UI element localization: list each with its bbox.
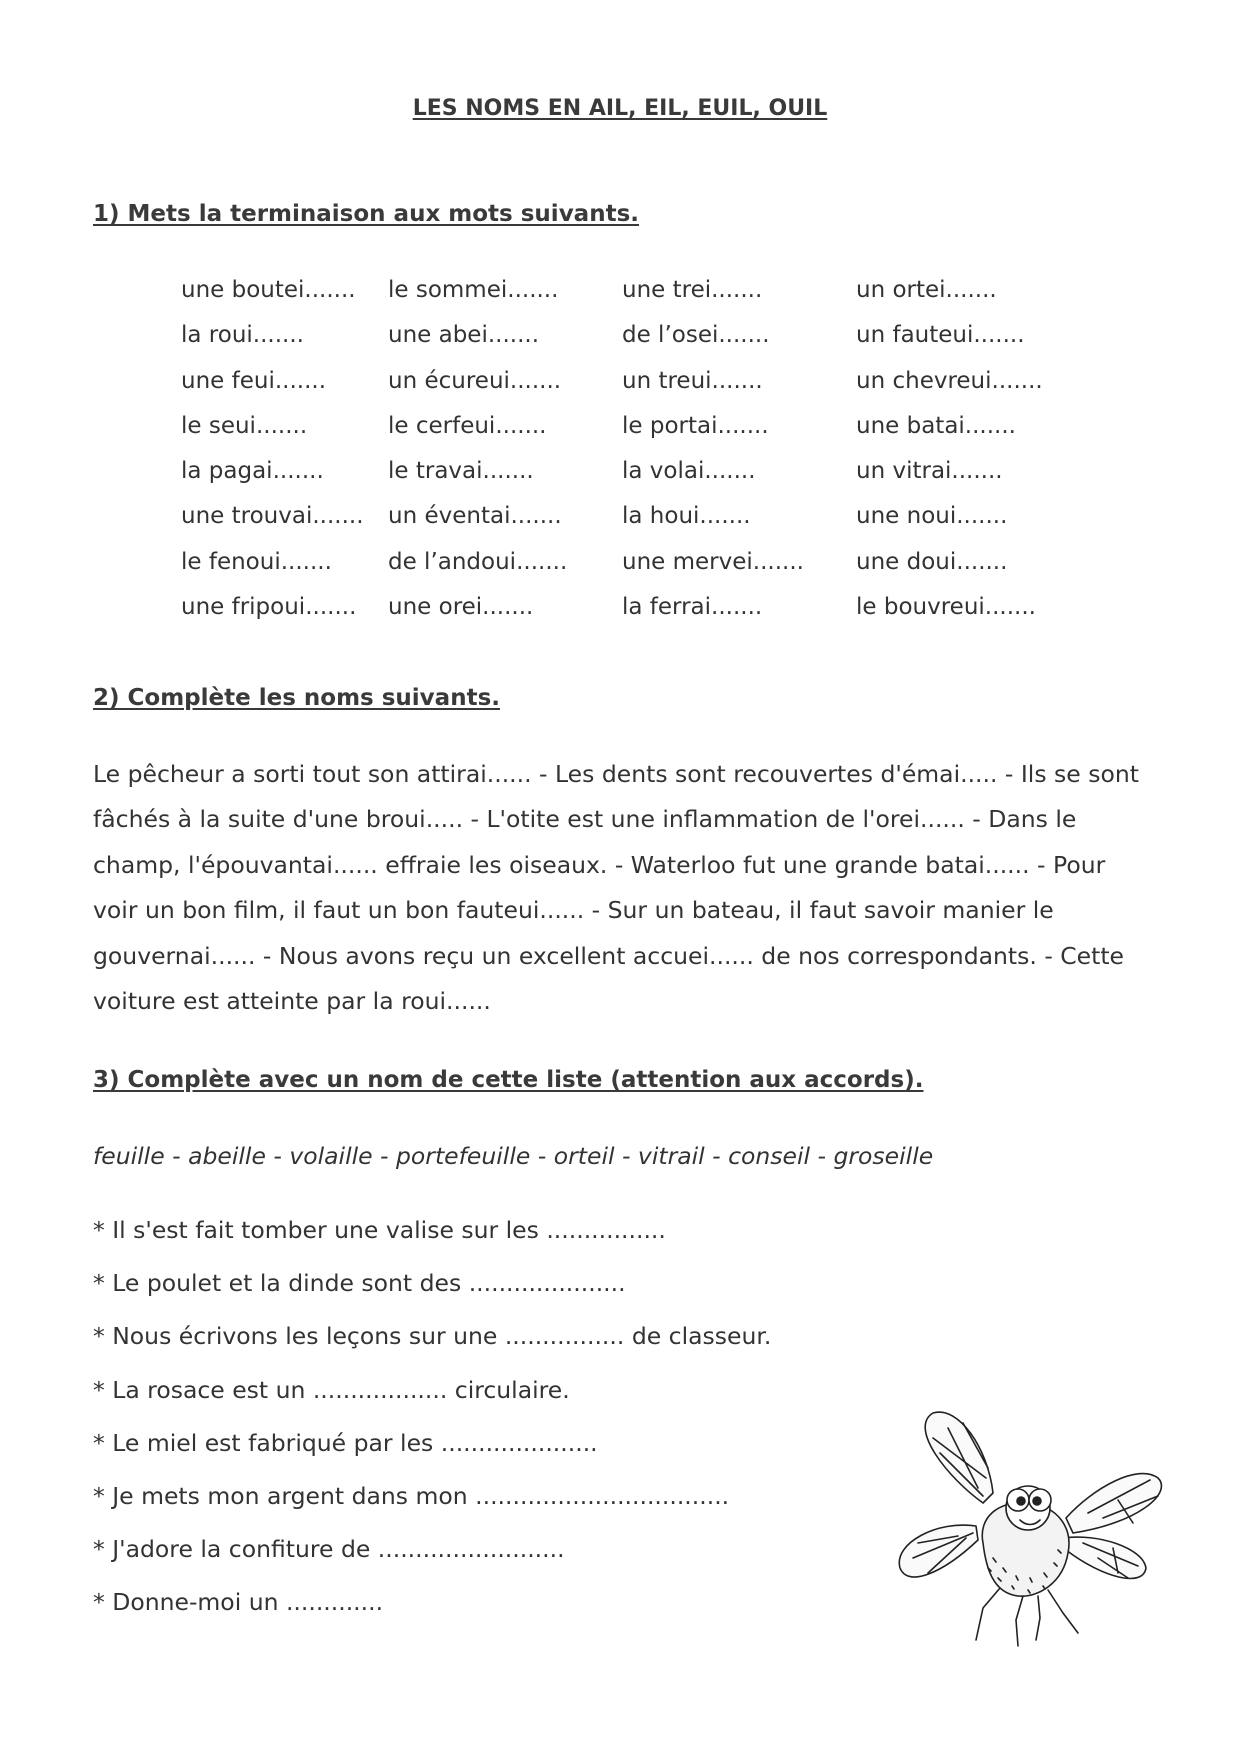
grid-cell: une batai....... bbox=[856, 412, 1016, 439]
grid-row bbox=[181, 549, 1141, 594]
grid-cell: une trei....... bbox=[622, 277, 763, 303]
grid-cell: le cerfeui....... bbox=[388, 412, 547, 439]
grid-cell: une noui....... bbox=[856, 503, 1008, 530]
fly-icon bbox=[888, 1408, 1173, 1648]
grid-cell: le fenoui....... bbox=[181, 548, 332, 575]
sentence-item: * Donne-moi un ............. bbox=[93, 1588, 384, 1617]
grid-cell: la houi....... bbox=[622, 503, 751, 530]
sentence-item: * Nous écrivons les leçons sur une ................ de classeur. bbox=[93, 1322, 772, 1351]
sentence-item: * Le poulet et la dinde sont des ..................... bbox=[93, 1269, 626, 1298]
grid-cell: un écureui....... bbox=[388, 367, 562, 394]
grid-cell: le bouvreui....... bbox=[856, 594, 1036, 621]
sentence-item: * J'adore la confiture de ......................... bbox=[93, 1535, 565, 1564]
grid-row bbox=[181, 322, 1141, 367]
grid-cell: une boutei....... bbox=[181, 277, 356, 303]
grid-cell: la pagai....... bbox=[181, 458, 324, 485]
grid-cell: une mervei....... bbox=[622, 548, 804, 575]
sentence-item: * Je mets mon argent dans mon .................................. bbox=[93, 1481, 730, 1510]
grid-cell: la ferrai....... bbox=[622, 594, 763, 621]
grid-cell: un chevreui....... bbox=[856, 367, 1043, 394]
sentence-item: * La rosace est un .................. circulaire. bbox=[93, 1375, 570, 1404]
grid-cell: une abei....... bbox=[388, 322, 540, 349]
grid-cell: le portai....... bbox=[622, 412, 769, 439]
grid-row bbox=[181, 277, 1141, 322]
grid-cell: le seui....... bbox=[181, 412, 308, 439]
grid-cell: un éventai....... bbox=[388, 503, 562, 530]
sentence-item: * Le miel est fabriqué par les ..................... bbox=[93, 1428, 598, 1457]
grid-cell: un fauteui....... bbox=[856, 322, 1025, 349]
grid-cell: le sommei....... bbox=[388, 277, 559, 303]
exercise-2-text: Le pêcheur a sorti tout son attirai...... - Les dents sont recouvertes d'émai..... - Ils se sont fâchés à la suite d'une broui..... - L'otite est une inflammation de l'orei...... - Dans le champ, l'épouvantai...... effraie les oiseaux. - Waterloo fut une grande batai...... - Pour voir un bon film, il faut un bon fauteui...... - Sur un bateau, il faut savoir manier le gouvernai...... - Nous avons reçu un excellent accuei...... de nos correspondants. - Cette voiture est atteinte par la roui...... bbox=[93, 760, 1139, 1016]
grid-cell: un ortei....... bbox=[856, 277, 997, 303]
grid-cell: une fripoui....... bbox=[181, 594, 357, 621]
grid-cell: de l’andoui....... bbox=[388, 548, 568, 575]
grid-cell: la roui....... bbox=[181, 322, 304, 349]
grid-row bbox=[181, 413, 1141, 458]
word-ending-grid bbox=[181, 277, 1141, 639]
exercise-2-heading: 2) Complète les noms suivants. bbox=[93, 685, 500, 711]
grid-cell: de l’osei....... bbox=[622, 322, 770, 349]
grid-cell: la volai....... bbox=[622, 458, 756, 485]
grid-cell: une doui....... bbox=[856, 548, 1008, 575]
grid-cell: une trouvai....... bbox=[181, 503, 364, 530]
grid-row bbox=[181, 368, 1141, 413]
grid-row bbox=[181, 503, 1141, 548]
grid-cell: une orei....... bbox=[388, 594, 534, 621]
exercise-3-heading: 3) Complète avec un nom de cette liste (attention aux accords). bbox=[93, 1067, 924, 1093]
sentence-item: * Il s'est fait tomber une valise sur les ................ bbox=[93, 1216, 666, 1244]
word-list: feuille - abeille - volaille - portefeuille - orteil - vitrail - conseil - groseille bbox=[93, 1142, 934, 1170]
grid-cell: un vitrai....... bbox=[856, 458, 1003, 485]
grid-cell: un treui....... bbox=[622, 367, 763, 394]
grid-row bbox=[181, 594, 1141, 639]
exercise-1-heading: 1) Mets la terminaison aux mots suivants. bbox=[93, 201, 640, 227]
grid-cell: le travai....... bbox=[388, 458, 534, 485]
grid-row bbox=[181, 458, 1141, 503]
grid-cell: une feui....... bbox=[181, 367, 327, 394]
page-title: LES NOMS EN AIL, EIL, EUIL, OUIL bbox=[412, 96, 828, 121]
sentence-list bbox=[93, 1216, 913, 1642]
